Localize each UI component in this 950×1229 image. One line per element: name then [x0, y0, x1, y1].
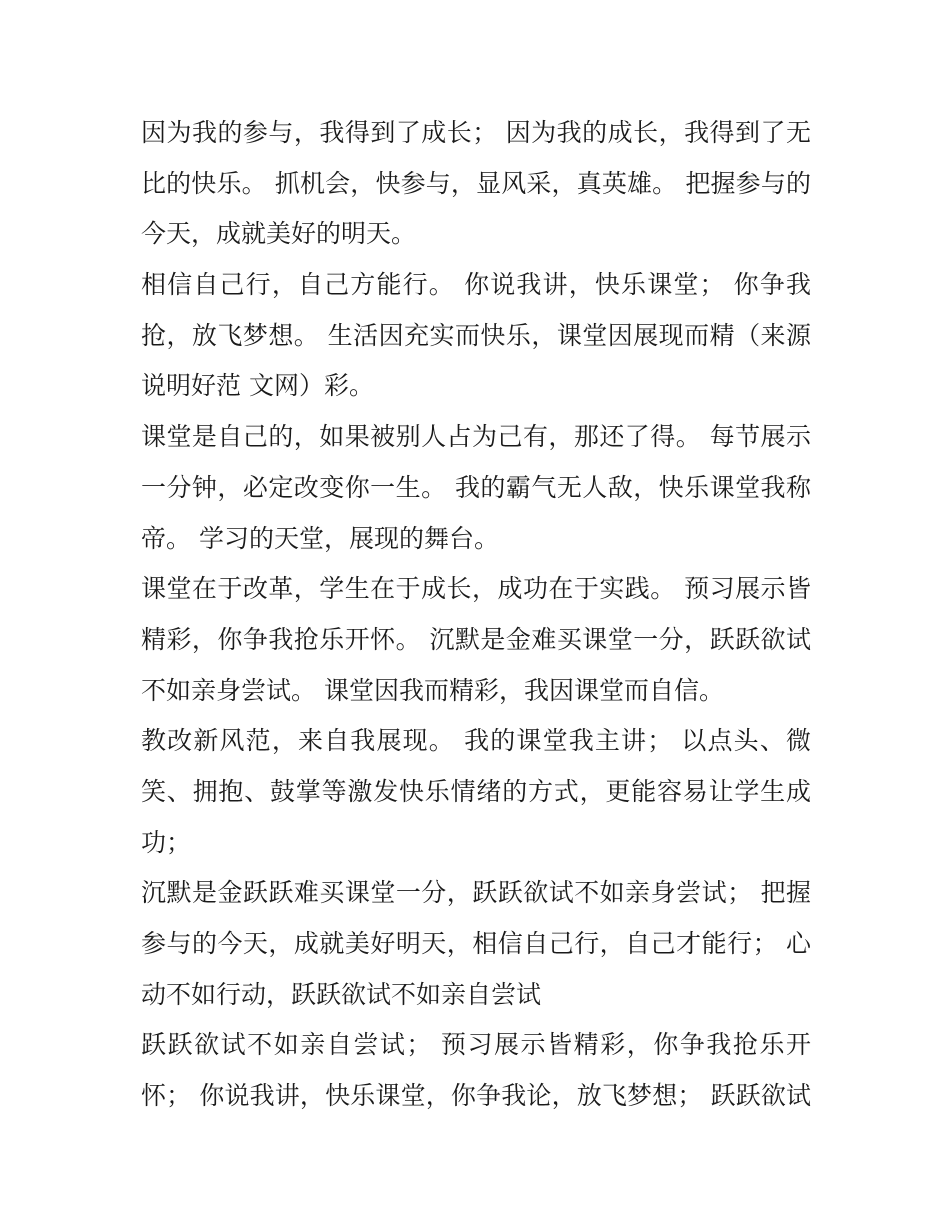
text-line: 相信自己行，自己方能行。 你说我讲，快乐课堂； 你争我	[141, 270, 811, 300]
text-line: 教改新风范，来自我展现。 我的课堂我主讲； 以点头、微	[141, 726, 811, 756]
paragraph	[141, 716, 811, 868]
text-line: 课堂在于改革，学生在于成长，成功在于实践。 预习展示皆	[141, 574, 811, 604]
text-line: 笑、拥抱、鼓掌等激发快乐情绪的方式，更能容易让学生成	[141, 776, 811, 806]
text-line: 动不如行动，跃跃欲试不如亲自尝试	[141, 979, 542, 1009]
text-line: 跃跃欲试不如亲自尝试； 预习展示皆精彩，你争我抢乐开	[141, 1030, 811, 1060]
text-line: 课堂是自己的，如果被别人占为己有，那还了得。 每节展示	[141, 422, 811, 452]
text-line: 因为我的参与，我得到了成长； 因为我的成长，我得到了无	[141, 118, 811, 147]
text-line: 精彩，你争我抢乐开怀。 沉默是金难买课堂一分，跃跃欲试	[141, 624, 811, 654]
paragraph	[141, 108, 811, 260]
text-line: 说明好范 文网）彩。	[141, 371, 374, 401]
text-line: 比的快乐。 抓机会，快参与，显风采，真英雄。 把握参与的	[141, 168, 811, 198]
text-line: 抢，放飞梦想。 生活因充实而快乐，课堂因展现而精（来源	[141, 320, 811, 350]
paragraph	[141, 412, 811, 564]
text-line: 参与的今天，成就美好明天，相信自己行，自己才能行； 心	[141, 929, 811, 958]
text-line: 沉默是金跃跃难买课堂一分，跃跃欲试不如亲身尝试； 把握	[141, 878, 811, 908]
text-line: 帝。 学习的天堂，展现的舞台。	[141, 523, 499, 553]
text-line: 功；	[141, 827, 192, 857]
paragraph	[141, 260, 811, 412]
text-line: 怀； 你说我讲，快乐课堂，你争我论，放飞梦想； 跃跃欲试	[141, 1081, 811, 1111]
text-line: 今天，成就美好的明天。	[141, 219, 417, 249]
paragraph	[141, 868, 811, 1020]
paragraph	[141, 564, 811, 716]
paragraph	[141, 1020, 811, 1121]
text-line: 不如亲身尝试。 课堂因我而精彩，我因课堂而自信。	[141, 675, 724, 705]
text-line: 一分钟，必定改变你一生。 我的霸气无人敌，快乐课堂我称	[141, 472, 811, 502]
document-body	[141, 108, 811, 1122]
